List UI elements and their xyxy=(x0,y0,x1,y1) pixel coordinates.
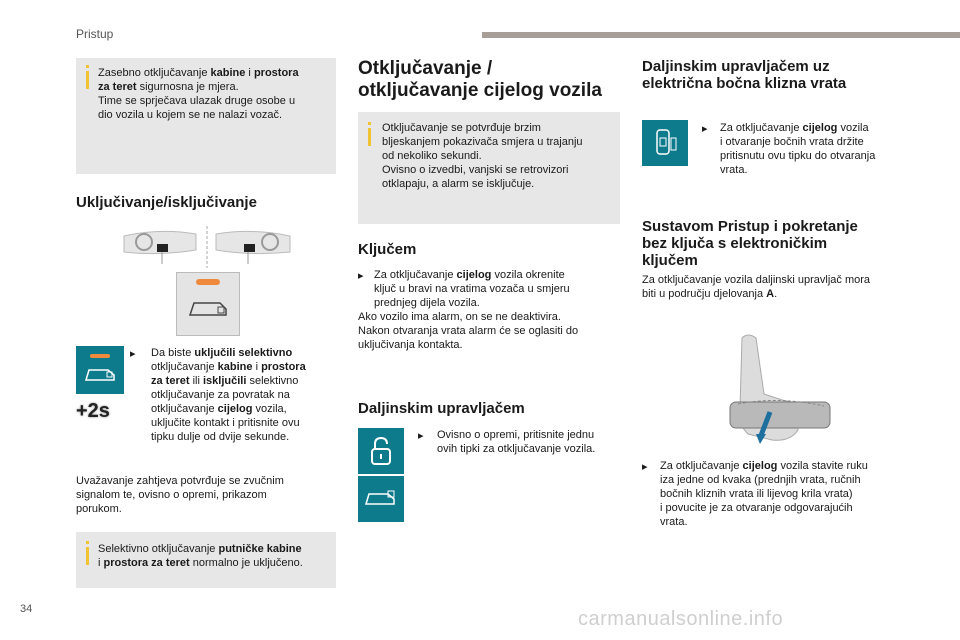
cargo-unlock-button-icon xyxy=(76,346,124,394)
van-lock-icon xyxy=(364,490,398,508)
bullet-marker: ▸ xyxy=(418,430,424,442)
hand-door-handle-illustration xyxy=(720,330,838,448)
bullet-selective-toggle: Da biste uključili selektivno otključavanje kabine i prostora za teret ili isključili selektivno otključavanje za povratak na otključavanje cijelog vozila, uključite kontakt i pritisnite ovu tipku dulje od dvije sekunde. xyxy=(151,347,306,443)
unlock-button-icon xyxy=(358,428,404,474)
header-section-title: Pristup xyxy=(76,27,114,41)
heading-remote-control: Daljinskim upravljačem xyxy=(358,400,525,417)
watermark: carmanualsonline.info xyxy=(578,608,784,630)
van-lock-icon xyxy=(84,366,116,384)
heading-with-key: Ključem xyxy=(358,241,417,258)
info-icon xyxy=(86,541,89,544)
remote-unlock-text: Ovisno o opremi, pritisnite jednu ovih tipki za otključavanje vozila. xyxy=(437,429,596,455)
padlock-open-icon xyxy=(370,436,392,466)
cargo-unlock-button-illustration xyxy=(176,272,240,336)
note-unlock-confirmation: Otključavanje se potvrđuje brzim bljeskanjem pokazivača smjera u trajanju od nekoliko sekundi. Ovisno o izvedbi, vanjski se retrovizori otklapaju, a alarm se isključuje. xyxy=(358,112,620,224)
dashboard-illustration xyxy=(120,222,300,270)
van-lock-icon xyxy=(188,299,230,319)
title-unlock-entire: Otključavanje / otključavanje cijelog vozila xyxy=(358,58,602,101)
sliding-door-button-icon xyxy=(642,120,688,166)
bullet-marker: ▸ xyxy=(130,348,136,360)
cargo-unlock-remote-icon xyxy=(358,476,404,522)
van-sliding-door-icon xyxy=(652,128,678,158)
note-default-selective: Selektivno otključavanje putničke kabine i prostora za teret normalno je uključeno. xyxy=(76,532,336,588)
note-selective-unlock-safety: Zasebno otključavanje kabine i prostora za teret sigurnosna je mjera. Time se sprječava ulazak druge osobe u dio vozila u kojem se ne nalazi vozač. xyxy=(76,58,336,174)
sliding-door-text: Za otključavanje cijelog vozila i otvaranje bočnih vrata držite pritisnutu ovu tipku do otvaranja vrata. xyxy=(720,122,876,176)
bullet-marker: ▸ xyxy=(642,461,648,473)
bullet-marker: ▸ xyxy=(702,123,708,135)
keyless-paragraph: Za otključavanje vozila daljinski upravljač mora biti u području djelovanja A. xyxy=(642,274,871,300)
heading-remote-sliding-doors: Daljinskim upravljačem uz električna bočna klizna vrata xyxy=(642,58,847,92)
heading-keyless-entry: Sustavom Pristup i pokretanje bez ključa s elektroničkim ključem xyxy=(642,218,858,269)
key-unlock-text: Za otključavanje cijelog vozila okrenite ključ u bravi na vratima vozača u smjeru prednjeg dijela vozila. Ako vozilo ima alarm, on se ne deaktivira. Nakon otvaranja vrata alarm će se oglasiti do uključivanja kontakta. xyxy=(358,269,579,351)
header-bar xyxy=(482,32,960,38)
confirmation-paragraph: Uvažavanje zahtjeva potvrđuje se zvučnim signalom te, ovisno o opremi, prikazom porukom. xyxy=(76,475,284,515)
hold-two-seconds-label: +2s xyxy=(76,400,110,422)
hand-unlock-text: Za otključavanje cijelog vozila stavite ruku iza jedne od kvaka (prednjih vrata, ručnih bočnih kliznih vrata ili lijevog krila vrata) i povucite je za otvaranje odgovarajućih vrata. xyxy=(660,460,868,528)
bullet-marker: ▸ xyxy=(358,270,364,282)
info-icon xyxy=(86,65,89,68)
page-number: 34 xyxy=(20,603,33,615)
info-icon xyxy=(368,122,371,125)
heading-on-off: Uključivanje/isključivanje xyxy=(76,194,257,211)
